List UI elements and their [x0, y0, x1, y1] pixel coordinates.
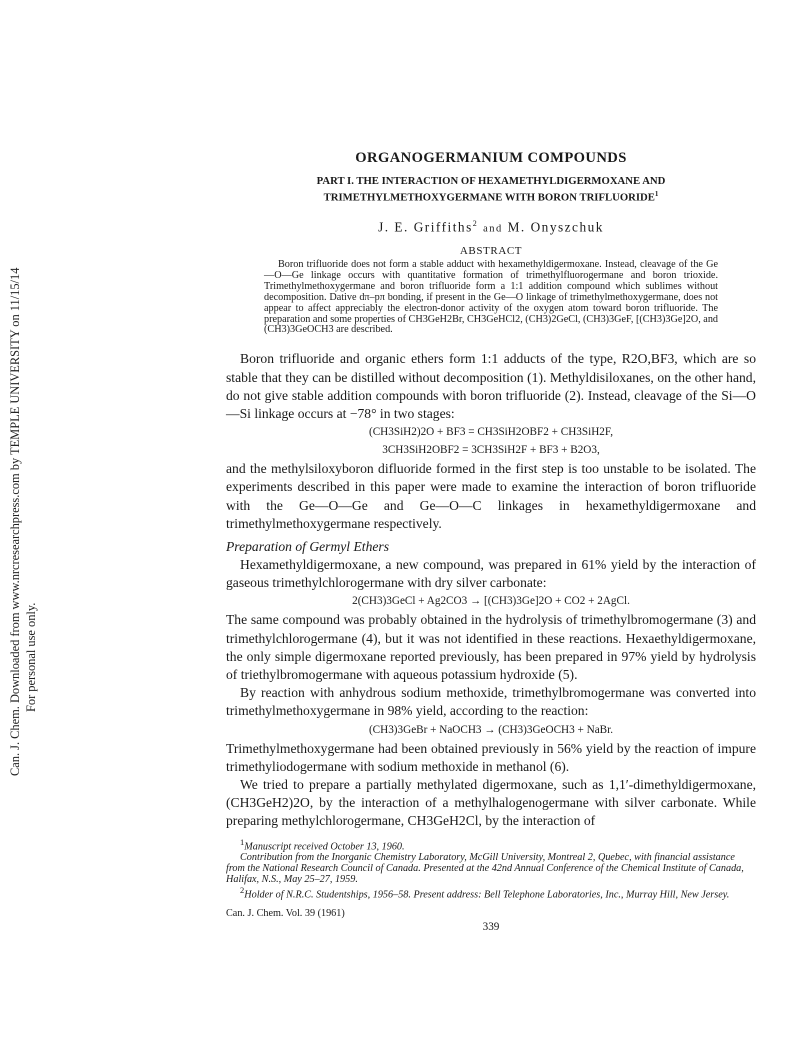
paragraph-experiments: and the methylsiloxyboron difluoride formed in the first step is too unstable to be isolated. The experiments described in this paper were made to examine the interaction of boron trifluoride with the Ge—O—Ge and Ge—O—C linkages in hexamethyldigermoxane and trimethylmethoxygermane respectively. [226, 461, 756, 531]
paragraph-preparation: Hexamethyldigermoxane, a new compound, was prepared in 61% yield by the interaction of gaseous trimethylchlorogermane with dry silver carbonate: [226, 556, 756, 591]
download-watermark [0, 240, 44, 780]
equation-3: 2(CH3)3GeCl + Ag2CO3 → [(CH3)3Ge]2O + CO2 + 2AgCl. [352, 595, 630, 608]
footnote-marker: 1 [654, 190, 659, 198]
author-griffiths: J. E. Griffiths [378, 218, 473, 234]
paragraph-methoxide: By reaction with anhydrous sodium methoxide, trimethylbromogermane was converted into trimethylmethoxygermane in 98% yield, according to the reaction: [226, 685, 756, 719]
subtitle-line-2: TRIMETHYLMETHOXYGERMANE WITH BORON TRIFLUORIDE$^1$ [323, 190, 659, 204]
page-number: 339 [482, 921, 500, 934]
abstract-text: Boron trifluoride does not form a stable adduct with hexamethyldigermoxane. Instead, cleavage of the Ge—O—Ge linkage occurs with quantitative formation of trimethylfluorogermane and boron trioxide. Trimethylmethoxygermane and boron trifluoride form a 1:1 addition compound which sublimes without decomposition. Dative dπ–pπ bonding, if present in the Ge—O linkage of trimethylmethoxygermane, does not appear to affect appreciably the electron-donor activity of the oxygen atom toward boron trifluoride. The preparation and some properties of CH3GeH2Br, CH3GeHCl2, (CH3)2GeCl, (CH3)3GeF, [(CH3)3Ge]2O, and (CH3)3GeOCH3 are described. [264, 258, 719, 336]
article-subtitle [226, 175, 756, 205]
paragraph-previous: Trimethylmethoxygermane had been obtained previously in 56% yield by the reaction of impure trimethyliodogermane with sodium methoxide in methanol (6). [226, 740, 756, 774]
equation-2: 3CH3SiH2OBF2 = 3CH3SiH2F + BF3 + B2O3, [382, 444, 600, 457]
section-heading: Preparation of Germyl Ethers [226, 538, 389, 554]
personal-use-notice: For personal use only. [24, 602, 38, 712]
author-footnote-marker: 2 [472, 218, 479, 228]
download-notice: Can. J. Chem. Downloaded from www.nrcresearchpress.com by TEMPLE UNIVERSITY on 11/15/14 [8, 267, 22, 776]
paragraph-intro: Boron trifluoride and organic ethers form 1:1 adducts of the type, R2O,BF3, which are so stable that they can be distilled without decomposition (1). Methyldisiloxanes, on the other hand, do not give stable addition compounds with boron trifluoride (2). Instead, cleavage of the Si—O—Si linkage occurs at −78° in two stages: [226, 351, 756, 421]
footnotes [226, 837, 756, 901]
journal-reference: Can. J. Chem. Vol. 39 (1961) [226, 908, 345, 920]
author-line [226, 219, 756, 235]
abstract-heading: ABSTRACT [459, 244, 523, 257]
author-conjunction: and [483, 222, 503, 234]
footnote-1-contribution: Contribution from the Inorganic Chemistry Laboratory, McGill University, Montreal 2, Quebec, with financial assistance from the National Research Council of Canada. Presented at the 42nd Annual Conference of the Chemical Institute of Canada, Halifax, N.S., May 25–27, 1959. [226, 851, 744, 885]
article-title: ORGANOGERMANIUM COMPOUNDS [355, 150, 627, 166]
paragraph-hydrolysis: The same compound was probably obtained in the hydrolysis of trimethylbromogermane (3) and trimethylchlorogermane (4), but it was not identified in these reactions. Hexaethyldigermoxane, the only simple digermoxane reported previously, has been prepared in 97% yield by hydrolysis of triethylbromogermane with aqueous potassium hydroxide (5). [226, 612, 756, 682]
equation-4: (CH3)3GeBr + NaOCH3 → (CH3)3GeOCH3 + NaBr. [368, 723, 614, 736]
subtitle-line-1: PART I. THE INTERACTION OF HEXAMETHYLDIGERMOXANE AND [316, 175, 666, 187]
footnote-2: $^2$Holder of N.R.C. Studentships, 1956–58. Present address: Bell Telephone Laboratories, Inc., Murray Hill, New Jersey. [240, 884, 730, 901]
paragraph-digermoxane: We tried to prepare a partially methylated digermoxane, such as 1,1′-dimethyldigermoxane, (CH3GeH2)2O, by the interaction of a methylhalogenogermane with silver carbonate. While preparing methylchlorogermane, CH3GeH2Cl, by the interaction of [226, 776, 756, 829]
equation-1: (CH3SiH2)2O + BF3 = CH3SiH2OBF2 + CH3SiH2F, [368, 426, 613, 439]
author-onyszchuk: M. Onyszchuk [507, 218, 604, 234]
article-page [226, 150, 756, 933]
footnote-1-received: $^1$Manuscript received October 13, 1960. [240, 836, 405, 852]
